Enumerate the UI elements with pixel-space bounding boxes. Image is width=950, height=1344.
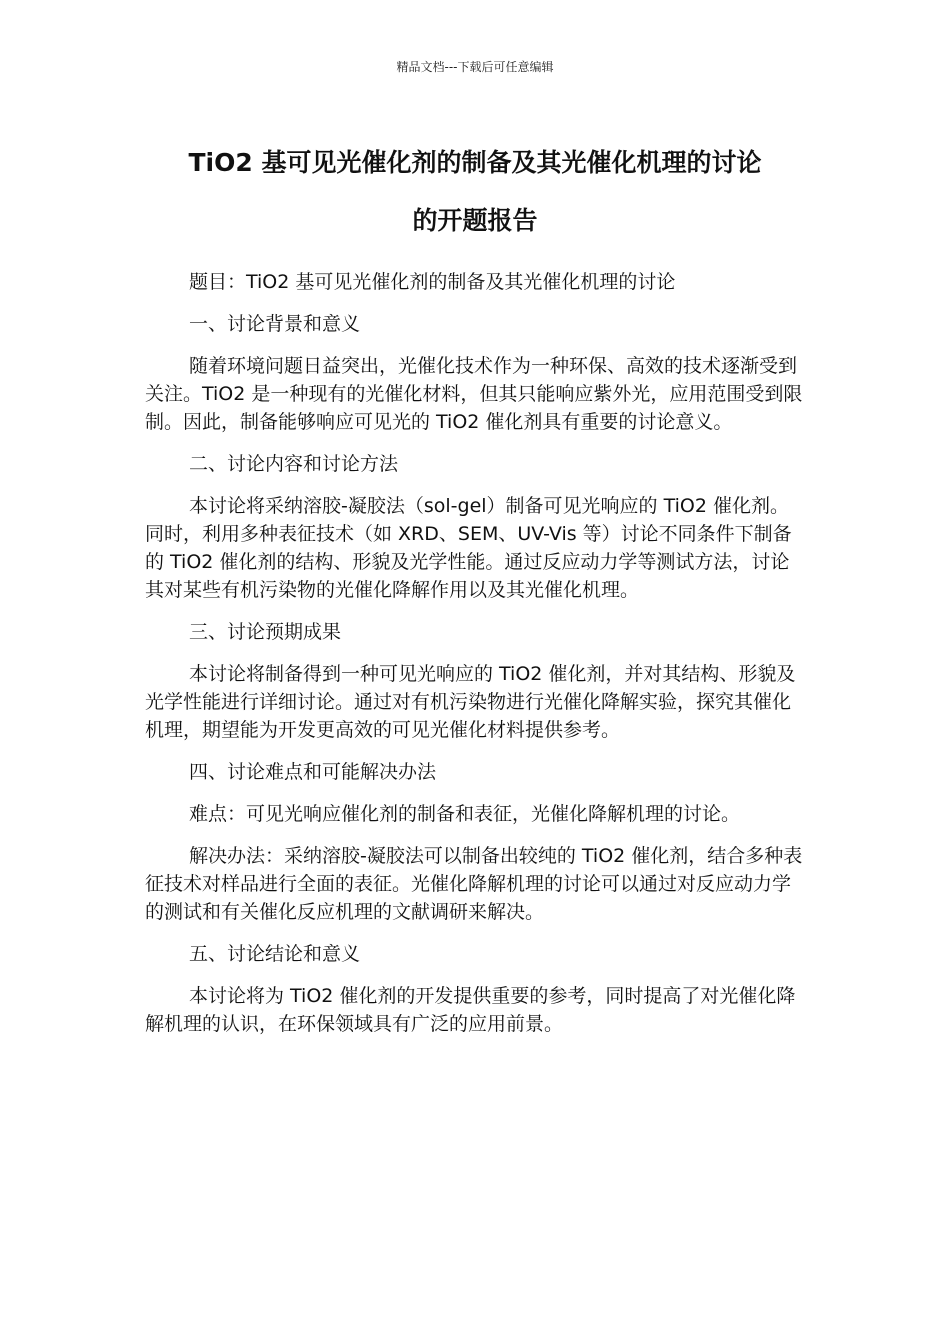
title-line-1: TiO2 基可见光催化剂的制备及其光催化机理的讨论: [188, 148, 762, 177]
document-body: [145, 268, 807, 1052]
paragraph-conclusion: 本讨论将为 TiO2 催化剂的开发提供重要的参考，同时提高了对光催化降解机理的认识，在环保领域具有广泛的应用前景。: [145, 985, 796, 1035]
paragraph-background: 随着环境问题日益突出，光催化技术作为一种环保、高效的技术逐渐受到关注。TiO2 是一种现有的光催化材料，但其只能响应紫外光，应用范围受到限制。因此，制备能够响应可见光的 TiO2 催化剂具有重要的讨论意义。: [145, 355, 803, 433]
title-line-2: 的开题报告: [412, 206, 538, 235]
section-heading-background: 一、讨论背景和意义: [189, 313, 361, 335]
paragraph-expected-results: 本讨论将制备得到一种可见光响应的 TiO2 催化剂，并对其结构、形貌及光学性能进行详细讨论。通过对有机污染物进行光催化降解实验，探究其催化机理，期望能为开发更高效的可见光催化材料提供参考。: [145, 663, 796, 741]
document-title: [140, 134, 810, 250]
paragraph-difficulties: 难点：可见光响应催化剂的制备和表征，光催化降解机理的讨论。: [189, 803, 741, 825]
section-heading-conclusion: 五、讨论结论和意义: [189, 943, 361, 965]
paragraph-solutions: 解决办法：采纳溶胶-凝胶法可以制备出较纯的 TiO2 催化剂，结合多种表征技术对样品进行全面的表征。光催化降解机理的讨论可以通过对反应动力学的测试和有关催化反应机理的文献调研来解决。: [145, 845, 803, 923]
topic-line: 题目：TiO2 基可见光催化剂的制备及其光催化机理的讨论: [189, 271, 676, 293]
paragraph-content-methods: 本讨论将采纳溶胶-凝胶法（sol-gel）制备可见光响应的 TiO2 催化剂。同时，利用多种表征技术（如 XRD、SEM、UV-Vis 等）讨论不同条件下制备的 TiO2 催化剂的结构、形貌及光学性能。通过反应动力学等测试方法，讨论其对某些有机污染物的光催化降解作用以及其光催化机理。: [145, 495, 792, 601]
header-note: 精品文档---下载后可任意编辑: [396, 60, 554, 74]
section-heading-content-methods: 二、讨论内容和讨论方法: [189, 453, 399, 475]
section-heading-difficulties: 四、讨论难点和可能解决办法: [189, 761, 437, 783]
section-heading-expected-results: 三、讨论预期成果: [189, 621, 342, 643]
